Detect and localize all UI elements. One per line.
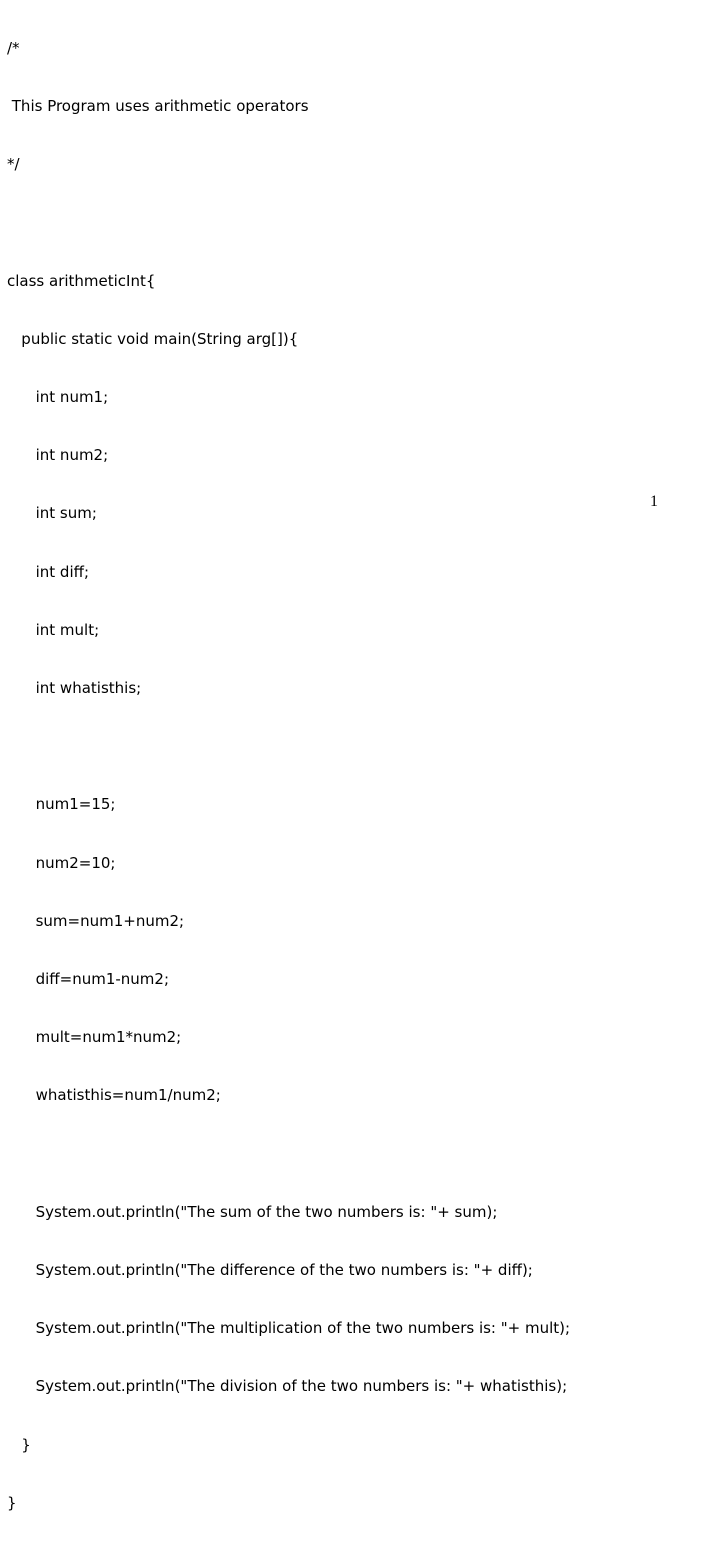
page-number: 1 — [650, 493, 658, 510]
code-line: num1=15; — [7, 795, 116, 814]
code-line: int num2; — [7, 446, 109, 465]
code-line: This Program uses arithmetic operators — [7, 97, 309, 116]
code-line: sum=num1+num2; — [7, 911, 185, 930]
code-line: System.out.println("The multiplication of the two numbers is: "+ mult); — [7, 1319, 571, 1338]
code-line: public static void main(String arg[]){ — [7, 329, 299, 348]
code-line — [7, 1145, 570, 1164]
code-line: int sum; — [7, 504, 97, 523]
code-line: } — [7, 1435, 31, 1454]
code-line — [7, 213, 570, 232]
code-line: } — [7, 1493, 17, 1512]
code-line: /* — [7, 38, 20, 57]
code-line: int whatisthis; — [7, 679, 142, 698]
code-block — [7, 0, 570, 1552]
code-line: num2=10; — [7, 853, 116, 872]
code-line: */ — [7, 155, 20, 174]
code-line — [7, 737, 570, 756]
code-line: System.out.println("The difference of the two numbers is: "+ diff); — [7, 1261, 533, 1280]
code-line: class arithmeticInt{ — [7, 271, 156, 290]
code-line: int num1; — [7, 388, 109, 407]
code-line: whatisthis=num1/num2; — [7, 1086, 221, 1105]
code-line: mult=num1*num2; — [7, 1028, 182, 1047]
code-line: System.out.println("The division of the two numbers is: "+ whatisthis); — [7, 1377, 568, 1396]
code-line: diff=num1-num2; — [7, 970, 170, 989]
code-line: int diff; — [7, 562, 90, 581]
code-line: int mult; — [7, 620, 100, 639]
code-line: System.out.println("The sum of the two numbers is: "+ sum); — [7, 1202, 498, 1221]
